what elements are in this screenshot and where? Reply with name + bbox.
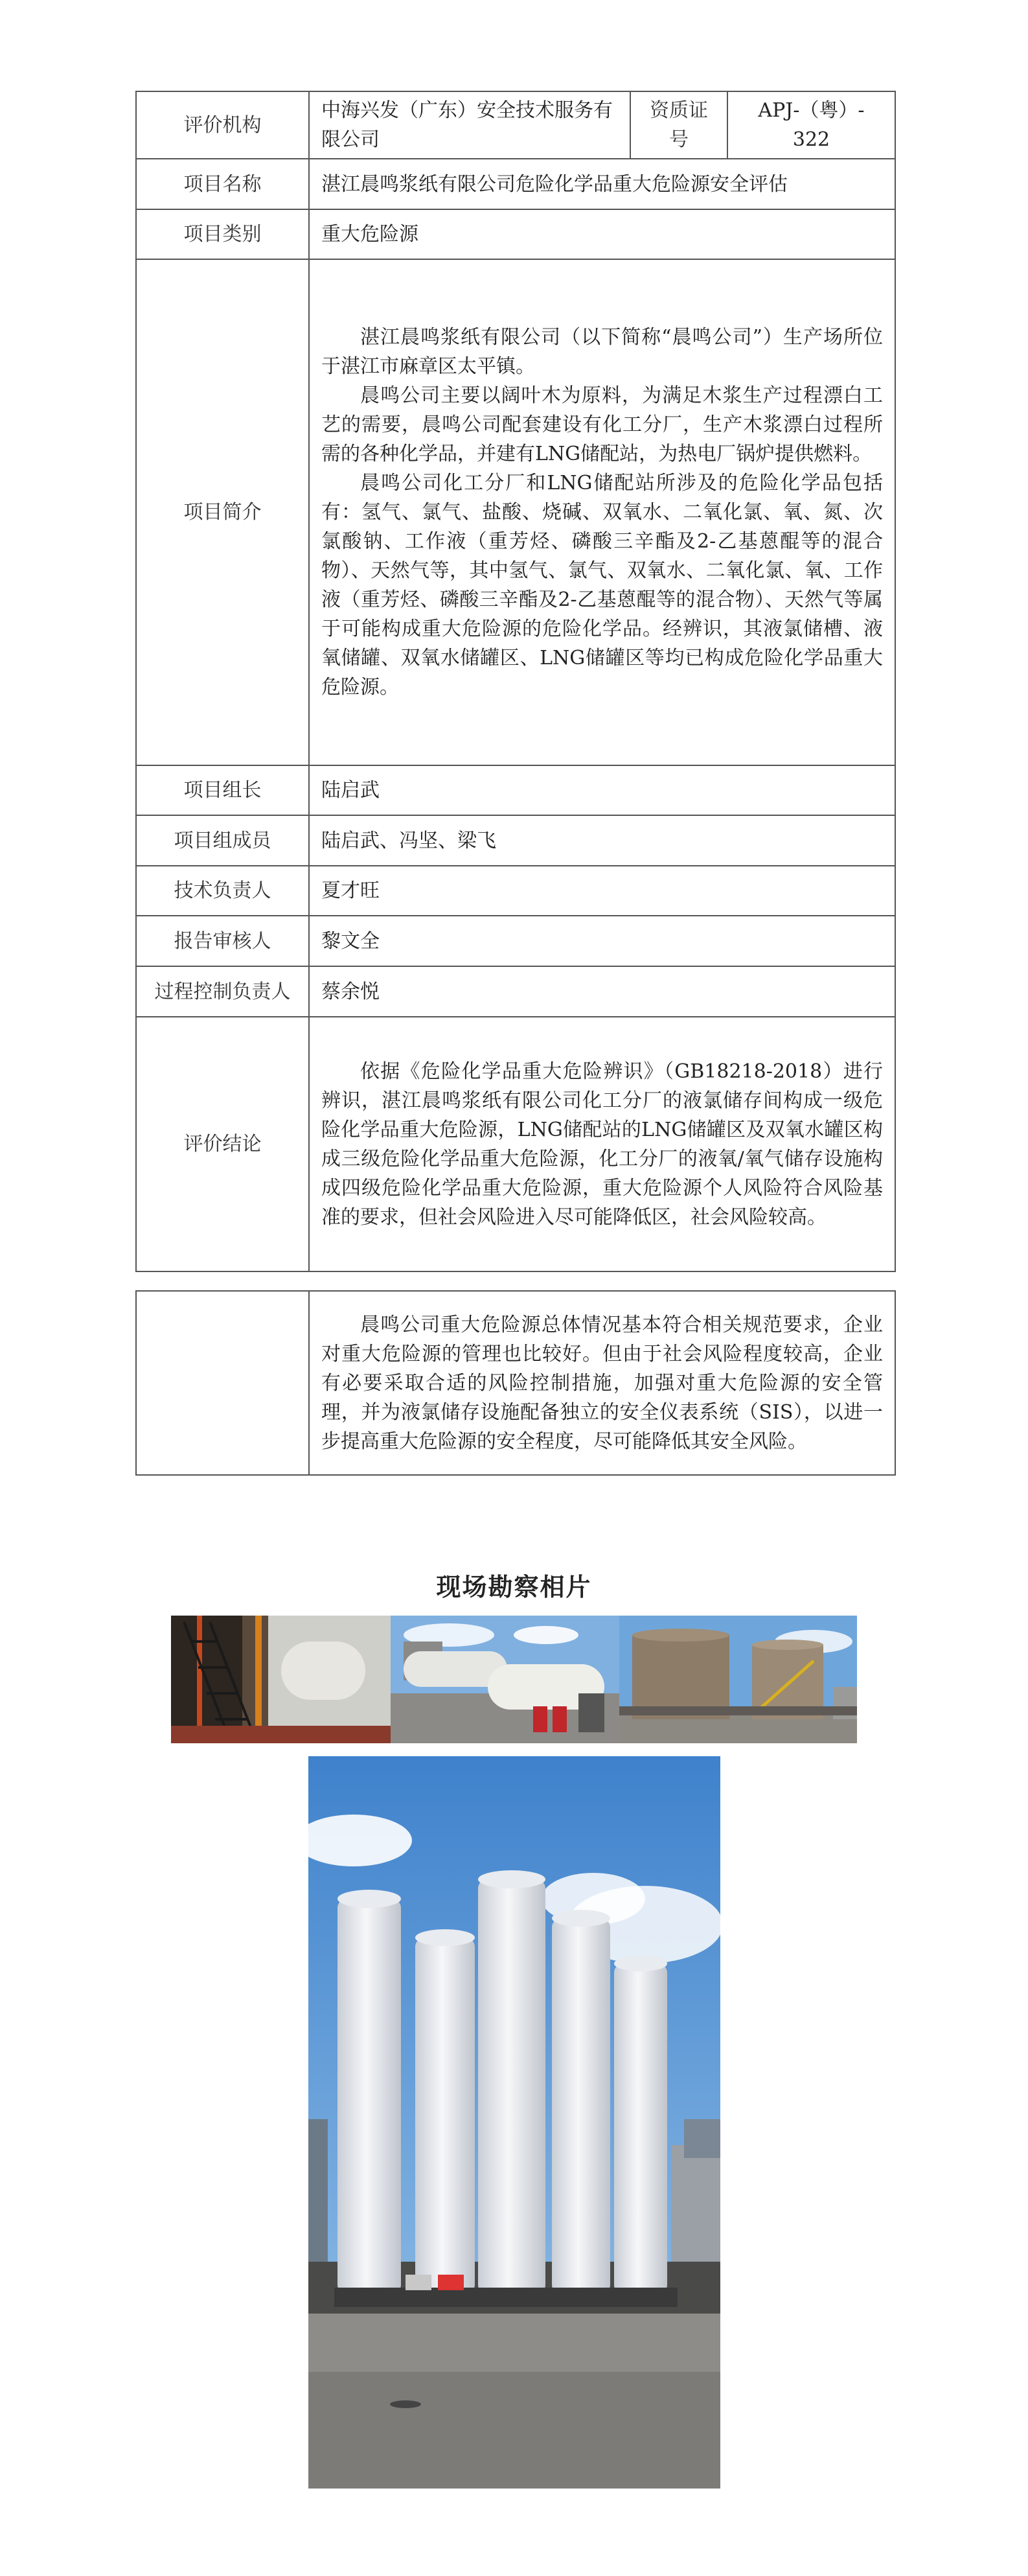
intro-paragraph: 湛江晨鸣浆纸有限公司（以下简称“晨鸣公司”）生产场所位于湛江市麻章区太平镇。 — [321, 326, 883, 378]
project-name-value: 湛江晨鸣浆纸有限公司危险化学品重大危险源安全评估 — [309, 159, 895, 209]
cert-value: APJ-（粤）- 322 — [727, 91, 895, 159]
reviewer-value: 黎文全 — [309, 916, 895, 966]
project-type-value: 重大危险源 — [309, 209, 895, 259]
site-photo-equipment — [171, 1616, 391, 1743]
conclusion-paragraph: 依据《危险化学品重大危险辨识》（GB18218-2018）进行辨识，湛江晨鸣浆纸有限公司化工分厂的液氯储存间构成一级危险化学品重大危险源，LNG储配站的LNG储罐区及双氧水罐区构成三级危险化学品重大危险源，化工分厂的液氧/氧气储存设施构成四级危险化学品重大危险源，重大危险源个人风险符合风险基准的要求，但社会风险进入尽可能降低区，社会风险较高。 — [321, 1060, 883, 1229]
team-leader-label: 项目组长 — [136, 765, 309, 815]
site-photo-cylindrical-tanks — [619, 1616, 857, 1743]
reviewer-label: 报告审核人 — [136, 916, 309, 966]
team-leader-value: 陆启武 — [309, 765, 895, 815]
tech-lead-label: 技术负责人 — [136, 866, 309, 916]
org-value: 中海兴发（广东）安全技术服务有限公司 — [309, 91, 630, 159]
site-photo-horizontal-tanks — [391, 1616, 619, 1743]
org-label: 评价机构 — [136, 91, 309, 159]
project-intro-text — [309, 259, 895, 765]
team-members-value: 陆启武、冯坚、梁飞 — [309, 815, 895, 866]
process-control-label: 过程控制负责人 — [136, 966, 309, 1017]
tech-lead-value: 夏才旺 — [309, 866, 895, 916]
continuation-paragraph: 晨鸣公司重大危险源总体情况基本符合相关规范要求，企业对重大危险源的管理也比较好。但由于社会风险程度较高，企业有必要采取合适的风险控制措施，加强对重大危险源的安全管理，并为液氯储存设施配备独立的安全仪表系统（SIS），以进一步提高重大危险源的安全程度，尽可能降低其安全风险。 — [321, 1313, 883, 1453]
process-control-value: 蔡余悦 — [309, 966, 895, 1017]
conclusion-text — [309, 1017, 895, 1271]
project-intro-label: 项目简介 — [136, 259, 309, 765]
intro-paragraph: 晨鸣公司主要以阔叶木为原料，为满足木浆生产过程漂白工艺的需要，晨鸣公司配套建设有化工分厂，生产木浆漂白过程所需的各种化学品，并建有LNG储配站，为热电厂锅炉提供燃料。 — [321, 384, 883, 465]
site-photos-title: 现场勘察相片 — [436, 1572, 592, 1601]
continuation-text — [309, 1291, 895, 1475]
team-members-label: 项目组成员 — [136, 815, 309, 866]
continuation-empty-cell — [136, 1291, 309, 1475]
project-type-label: 项目类别 — [136, 209, 309, 259]
cert-label: 资质证号 — [630, 91, 727, 159]
site-photo-tall-tanks — [308, 1756, 720, 2489]
conclusion-label: 评价结论 — [136, 1017, 309, 1271]
evaluation-info-table — [135, 91, 896, 1272]
project-name-label: 项目名称 — [136, 159, 309, 209]
conclusion-continuation-table — [135, 1290, 896, 1476]
intro-paragraph: 晨鸣公司化工分厂和LNG储配站所涉及的危险化学品包括有：氢气、氯气、盐酸、烧碱、双氧水、二氧化氯、氧、氮、次氯酸钠、工作液（重芳烃、磷酸三辛酯及2-乙基蒽醌等的混合物）、天然气等，其中氢气、氯气、双氧水、二氧化氯、氧、工作液（重芳烃、磷酸三辛酯及2-乙基蒽醌等的混合物）、天然气等属于可能构成重大危险源的危险化学品。经辨识，其液氯储槽、液氧储罐、双氧水储罐区、LNG储罐区等均已构成危险化学品重大危险源。 — [321, 472, 883, 699]
